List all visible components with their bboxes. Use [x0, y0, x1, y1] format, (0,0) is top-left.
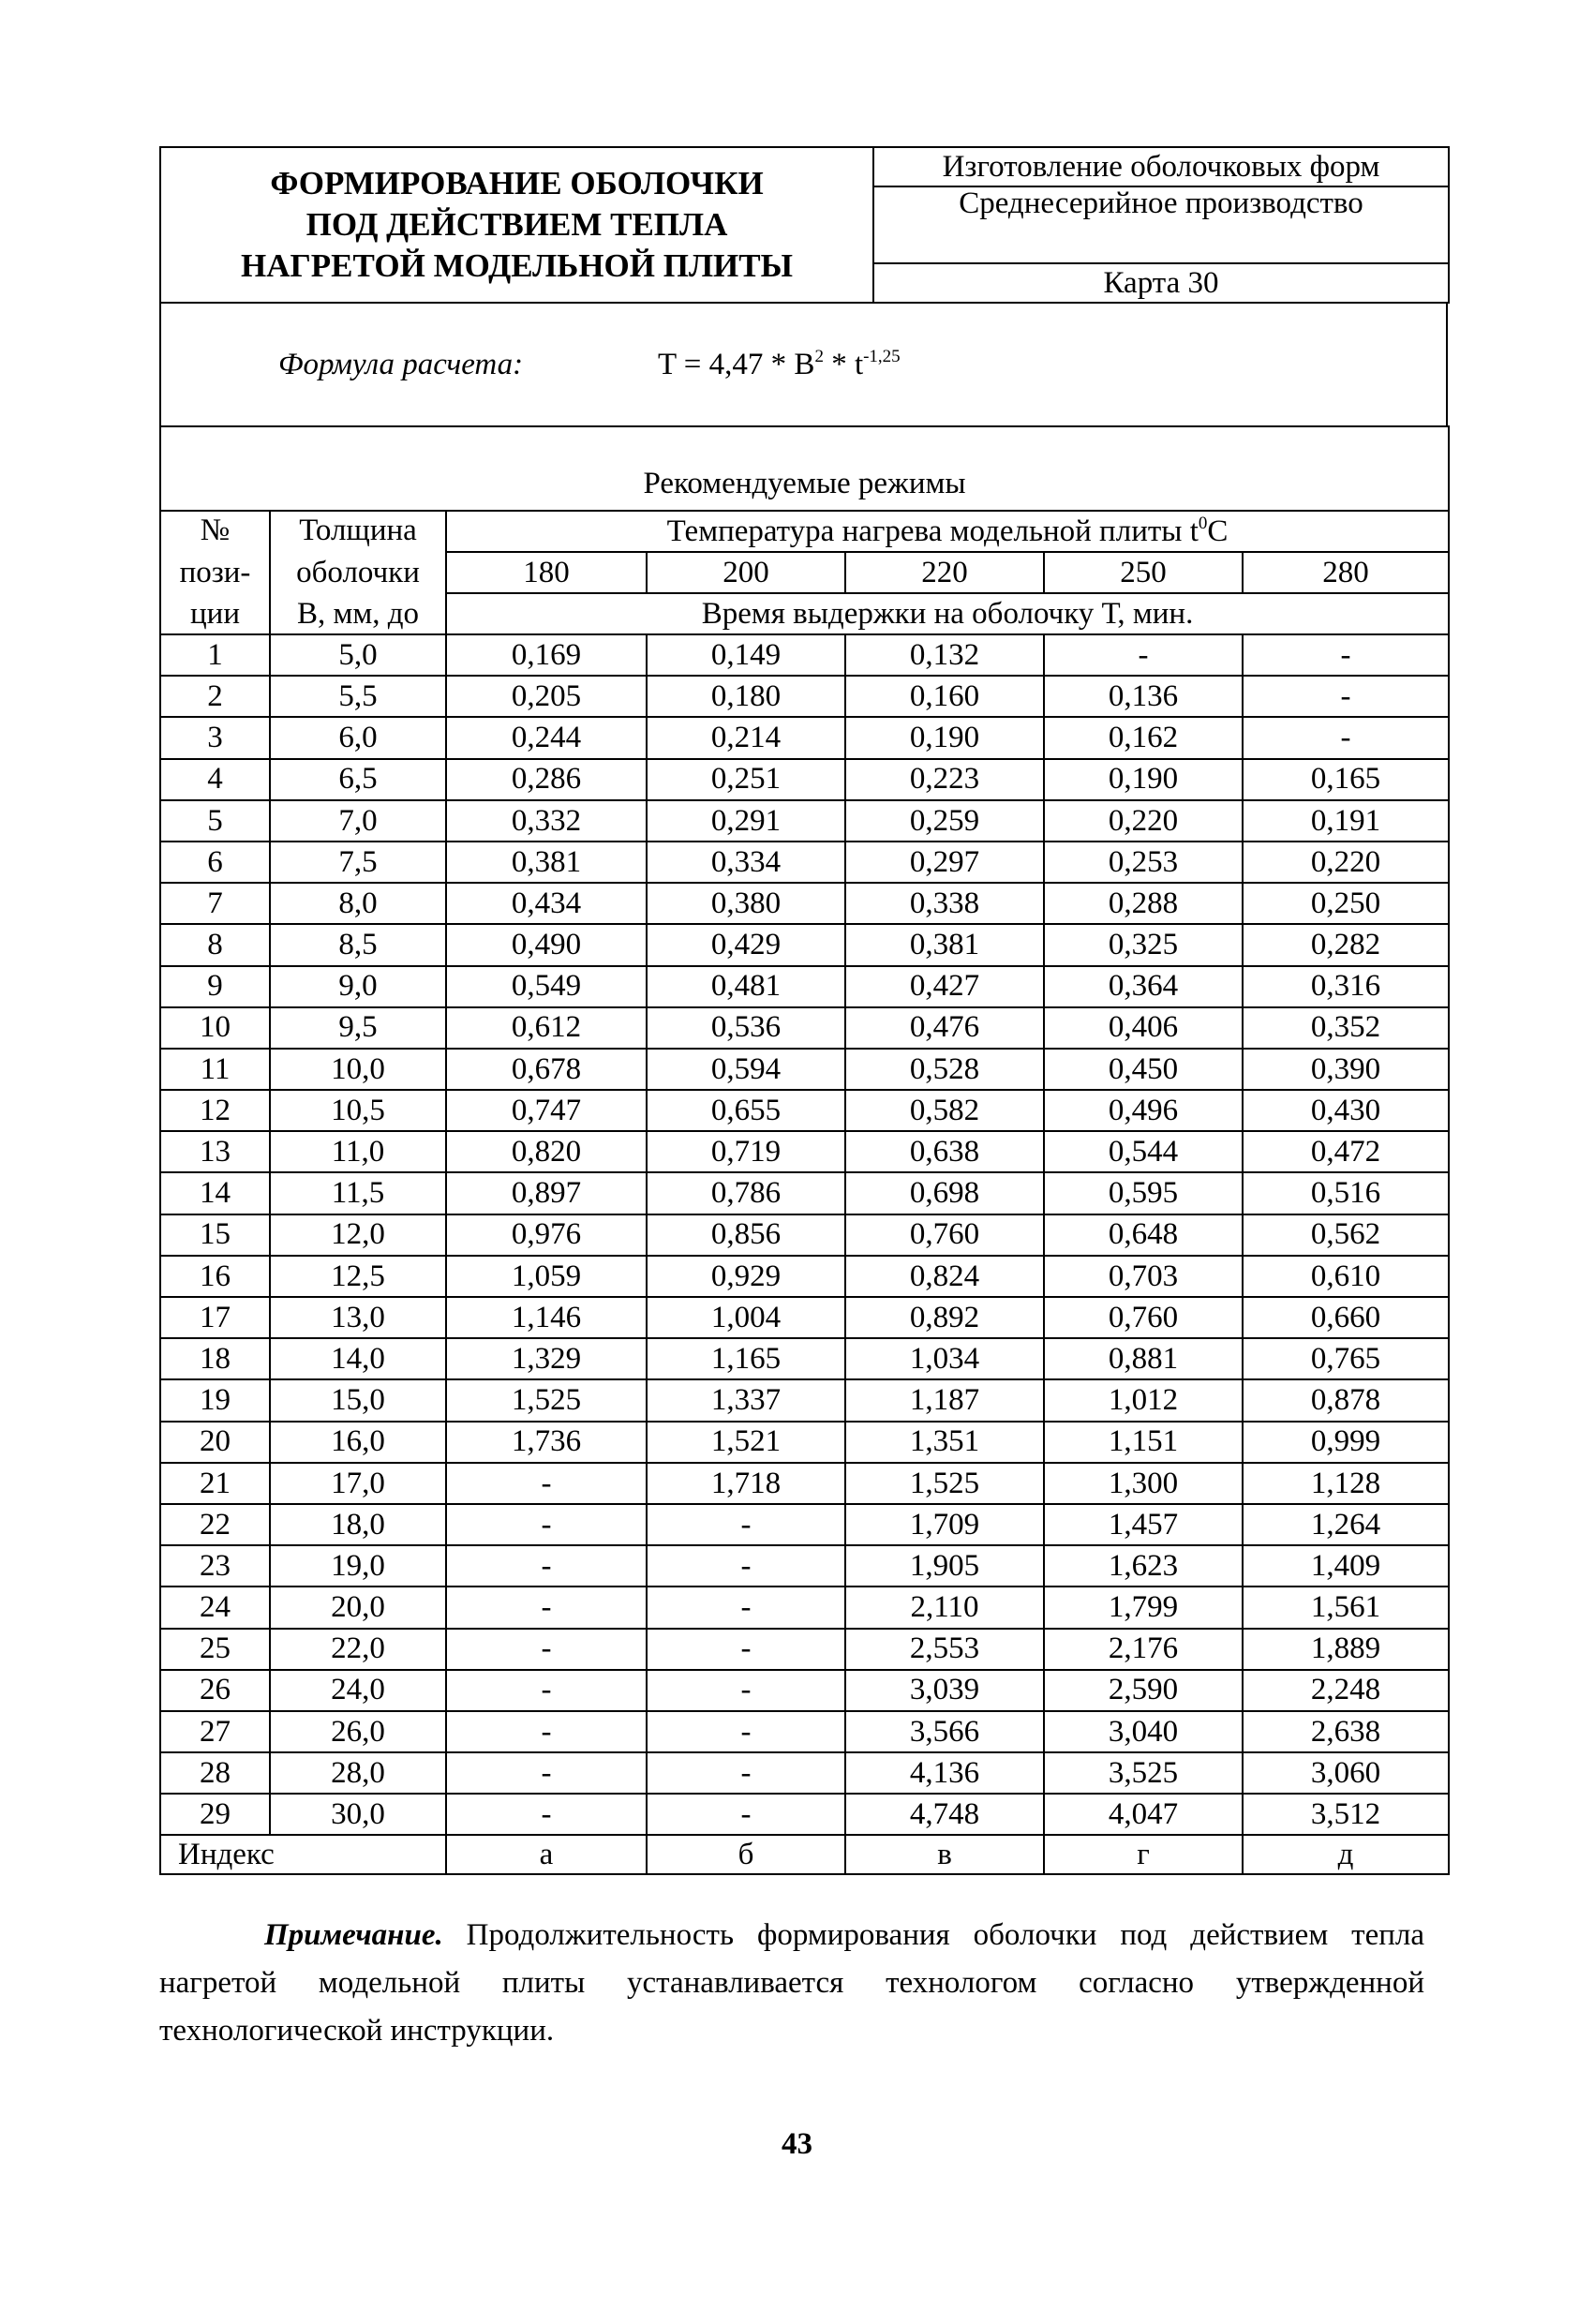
col-thickness-line-1: Толщина	[299, 514, 417, 548]
table-row	[160, 1172, 1449, 1214]
row-time-value: -	[647, 1504, 845, 1545]
table-row	[160, 634, 1449, 676]
row-time-value: 0,765	[1243, 1338, 1449, 1379]
temp-250: 250	[1044, 552, 1243, 593]
table-row	[160, 1256, 1449, 1297]
row-time-value: 1,623	[1044, 1545, 1243, 1587]
row-position: 7	[160, 883, 270, 924]
row-thickness: 10,0	[270, 1049, 446, 1090]
row-time-value: 0,250	[1243, 883, 1449, 924]
row-time-value: 2,553	[845, 1629, 1044, 1670]
table-row	[160, 1504, 1449, 1545]
row-time-value: 0,381	[446, 842, 647, 883]
row-thickness: 6,0	[270, 717, 446, 758]
table-row	[160, 842, 1449, 883]
row-time-value: 0,703	[1044, 1256, 1243, 1297]
formula-exp-t: -1,25	[863, 346, 901, 366]
row-time-value: 0,429	[647, 924, 845, 965]
row-position: 5	[160, 800, 270, 842]
row-time-value: 0,190	[845, 717, 1044, 758]
row-time-value: 0,291	[647, 800, 845, 842]
row-time-value: 0,282	[1243, 924, 1449, 965]
temperature-header	[446, 511, 1449, 552]
row-time-value: 1,128	[1243, 1463, 1449, 1504]
temperature-degree-sup: 0	[1198, 513, 1208, 533]
row-time-value: 0,496	[1044, 1090, 1243, 1131]
row-thickness: 13,0	[270, 1297, 446, 1338]
row-time-value: -	[647, 1711, 845, 1752]
row-thickness: 24,0	[270, 1670, 446, 1711]
row-time-value: 0,719	[647, 1131, 845, 1172]
row-time-value: 0,881	[1044, 1338, 1243, 1379]
temp-220: 220	[845, 552, 1044, 593]
row-time-value: 1,151	[1044, 1422, 1243, 1463]
row-thickness: 20,0	[270, 1587, 446, 1628]
row-position: 20	[160, 1422, 270, 1463]
row-time-value: 1,329	[446, 1338, 647, 1379]
row-position: 2	[160, 676, 270, 717]
col-thickness-line-2: оболочки	[296, 555, 420, 589]
row-time-value: -	[446, 1670, 647, 1711]
row-thickness: 18,0	[270, 1504, 446, 1545]
row-thickness: 28,0	[270, 1752, 446, 1794]
row-position: 21	[160, 1463, 270, 1504]
row-time-value: -	[446, 1587, 647, 1628]
row-time-value: -	[1243, 676, 1449, 717]
index-label: Индекс	[160, 1835, 446, 1874]
row-time-value: 0,162	[1044, 717, 1243, 758]
row-time-value: 0,136	[1044, 676, 1243, 717]
row-time-value: 0,149	[647, 634, 845, 676]
temp-180: 180	[446, 552, 647, 593]
row-time-value: 1,264	[1243, 1504, 1449, 1545]
row-time-value: 0,516	[1243, 1172, 1449, 1214]
row-time-value: 0,434	[446, 883, 647, 924]
row-time-value: 1,736	[446, 1422, 647, 1463]
row-time-value: -	[446, 1463, 647, 1504]
row-time-value: -	[446, 1794, 647, 1835]
index-d: д	[1243, 1835, 1449, 1874]
col-position-line-1: №	[200, 514, 231, 548]
row-time-value: 4,047	[1044, 1794, 1243, 1835]
formula-table	[159, 302, 1448, 427]
col-thickness-line-3: В, мм, до	[296, 597, 420, 632]
row-thickness: 7,0	[270, 800, 446, 842]
row-position: 17	[160, 1297, 270, 1338]
row-position: 11	[160, 1049, 270, 1090]
row-time-value: 0,678	[446, 1049, 647, 1090]
row-time-value: 1,718	[647, 1463, 845, 1504]
time-header: Время выдержки на оболочку Т, мин.	[446, 593, 1449, 634]
row-time-value: 0,648	[1044, 1214, 1243, 1256]
row-time-value: 1,889	[1243, 1629, 1449, 1670]
row-position: 29	[160, 1794, 270, 1835]
row-time-value: 0,244	[446, 717, 647, 758]
row-time-value: 0,180	[647, 676, 845, 717]
category-cell: Изготовление оболочковых форм	[873, 147, 1449, 186]
row-time-value: -	[446, 1711, 647, 1752]
row-time-value: 2,110	[845, 1587, 1044, 1628]
row-time-value: 0,325	[1044, 924, 1243, 965]
row-thickness: 8,5	[270, 924, 446, 965]
table-row	[160, 1297, 1449, 1338]
row-time-value: 4,748	[845, 1794, 1044, 1835]
row-time-value: 1,059	[446, 1256, 647, 1297]
row-time-value: -	[446, 1629, 647, 1670]
row-thickness: 11,5	[270, 1172, 446, 1214]
row-time-value: 0,332	[446, 800, 647, 842]
formula-exp-b: 2	[814, 346, 824, 366]
row-time-value: 0,406	[1044, 1007, 1243, 1049]
row-position: 24	[160, 1587, 270, 1628]
note-lead: Примечание.	[264, 1918, 443, 1952]
header-table	[159, 146, 1450, 304]
row-time-value: 4,136	[845, 1752, 1044, 1794]
row-time-value: 0,160	[845, 676, 1044, 717]
row-position: 3	[160, 717, 270, 758]
row-time-value: 0,638	[845, 1131, 1044, 1172]
row-time-value: 0,190	[1044, 759, 1243, 800]
col-thickness-header	[270, 511, 446, 634]
index-a: а	[446, 1835, 647, 1874]
row-time-value: 0,594	[647, 1049, 845, 1090]
temperature-header-text: Температура нагрева модельной плиты t	[666, 514, 1199, 548]
row-time-value: 0,220	[1044, 800, 1243, 842]
row-thickness: 9,0	[270, 966, 446, 1007]
row-position: 6	[160, 842, 270, 883]
row-time-value: 1,521	[647, 1422, 845, 1463]
row-time-value: 0,786	[647, 1172, 845, 1214]
row-position: 13	[160, 1131, 270, 1172]
row-time-value: 2,638	[1243, 1711, 1449, 1752]
row-time-value: 0,223	[845, 759, 1044, 800]
row-time-value: 0,595	[1044, 1172, 1243, 1214]
row-position: 4	[160, 759, 270, 800]
row-time-value: 0,472	[1243, 1131, 1449, 1172]
table-row	[160, 1670, 1449, 1711]
table-row	[160, 883, 1449, 924]
row-time-value: 0,450	[1044, 1049, 1243, 1090]
row-time-value: 0,481	[647, 966, 845, 1007]
row-time-value: 0,976	[446, 1214, 647, 1256]
formula-expression	[658, 346, 901, 381]
row-time-value: 0,562	[1243, 1214, 1449, 1256]
row-time-value: 0,528	[845, 1049, 1044, 1090]
row-thickness: 5,0	[270, 634, 446, 676]
table-row	[160, 1794, 1449, 1835]
row-time-value: -	[446, 1545, 647, 1587]
note-text: Продолжительность формирования оболочки под действием тепла нагретой модельной плиты устанавливается технологом согласно утвержденной технологической инструкции.	[159, 1918, 1424, 2048]
row-thickness: 11,0	[270, 1131, 446, 1172]
temp-280: 280	[1243, 552, 1449, 593]
table-row	[160, 1463, 1449, 1504]
row-position: 8	[160, 924, 270, 965]
row-time-value: 0,820	[446, 1131, 647, 1172]
row-time-value: 0,897	[446, 1172, 647, 1214]
row-time-value: 0,612	[446, 1007, 647, 1049]
table-row	[160, 966, 1449, 1007]
row-position: 28	[160, 1752, 270, 1794]
row-time-value: 0,253	[1044, 842, 1243, 883]
row-position: 15	[160, 1214, 270, 1256]
row-time-value: 1,409	[1243, 1545, 1449, 1587]
row-time-value: 1,561	[1243, 1587, 1449, 1628]
process-card	[159, 146, 1448, 1875]
row-thickness: 26,0	[270, 1711, 446, 1752]
row-time-value: 1,034	[845, 1338, 1044, 1379]
row-position: 10	[160, 1007, 270, 1049]
row-time-value: 0,747	[446, 1090, 647, 1131]
col-position-header	[160, 511, 270, 634]
row-time-value: -	[446, 1504, 647, 1545]
col-position-line-3: ции	[190, 597, 240, 632]
row-time-value: -	[647, 1545, 845, 1587]
row-time-value: 0,352	[1243, 1007, 1449, 1049]
row-time-value: 0,549	[446, 966, 647, 1007]
row-time-value: 0,334	[647, 842, 845, 883]
row-position: 26	[160, 1670, 270, 1711]
row-time-value: 0,698	[845, 1172, 1044, 1214]
row-time-value: -	[1243, 717, 1449, 758]
row-time-value: 3,512	[1243, 1794, 1449, 1835]
row-time-value: 0,760	[845, 1214, 1044, 1256]
row-position: 23	[160, 1545, 270, 1587]
row-time-value: 0,999	[1243, 1422, 1449, 1463]
row-position: 14	[160, 1172, 270, 1214]
row-time-value: 1,004	[647, 1297, 845, 1338]
modes-table	[159, 425, 1450, 1875]
row-position: 18	[160, 1338, 270, 1379]
row-time-value: 0,390	[1243, 1049, 1449, 1090]
row-time-value: 1,337	[647, 1379, 845, 1421]
row-time-value: -	[647, 1794, 845, 1835]
row-time-value: 1,525	[446, 1379, 647, 1421]
production-cell: Среднесерийное производство	[873, 186, 1449, 263]
row-time-value: 0,660	[1243, 1297, 1449, 1338]
row-time-value: 3,040	[1044, 1711, 1243, 1752]
title-line-2: ПОД ДЕЙСТВИЕМ ТЕПЛА	[305, 206, 728, 244]
row-position: 25	[160, 1629, 270, 1670]
row-time-value: 1,300	[1044, 1463, 1243, 1504]
row-position: 12	[160, 1090, 270, 1131]
recommended-modes-title: Рекомендуемые режимы	[160, 426, 1449, 511]
row-time-value: 1,799	[1044, 1587, 1243, 1628]
row-time-value: 0,892	[845, 1297, 1044, 1338]
row-time-value: 0,191	[1243, 800, 1449, 842]
row-time-value: -	[647, 1629, 845, 1670]
row-time-value: 3,060	[1243, 1752, 1449, 1794]
row-position: 9	[160, 966, 270, 1007]
row-thickness: 15,0	[270, 1379, 446, 1421]
row-thickness: 16,0	[270, 1422, 446, 1463]
formula-cell	[160, 303, 1447, 426]
row-thickness: 8,0	[270, 883, 446, 924]
row-thickness: 5,5	[270, 676, 446, 717]
row-time-value: 0,430	[1243, 1090, 1449, 1131]
col-position-line-2: пози-	[179, 555, 251, 589]
row-thickness: 17,0	[270, 1463, 446, 1504]
row-time-value: 0,286	[446, 759, 647, 800]
row-time-value: 0,205	[446, 676, 647, 717]
row-thickness: 6,5	[270, 759, 446, 800]
row-time-value: 0,251	[647, 759, 845, 800]
row-time-value: 2,590	[1044, 1670, 1243, 1711]
row-time-value: 3,039	[845, 1670, 1044, 1711]
index-g: г	[1044, 1835, 1243, 1874]
row-time-value: 0,169	[446, 634, 647, 676]
row-time-value: 3,525	[1044, 1752, 1243, 1794]
table-row	[160, 676, 1449, 717]
row-position: 27	[160, 1711, 270, 1752]
index-v: в	[845, 1835, 1044, 1874]
row-time-value: 0,132	[845, 634, 1044, 676]
row-position: 19	[160, 1379, 270, 1421]
row-time-value: 0,214	[647, 717, 845, 758]
table-row	[160, 1587, 1449, 1628]
table-row	[160, 759, 1449, 800]
row-thickness: 30,0	[270, 1794, 446, 1835]
row-time-value: 3,566	[845, 1711, 1044, 1752]
table-row	[160, 1131, 1449, 1172]
row-time-value: 1,146	[446, 1297, 647, 1338]
row-thickness: 12,0	[270, 1214, 446, 1256]
table-row	[160, 1711, 1449, 1752]
table-row	[160, 800, 1449, 842]
row-time-value: 0,490	[446, 924, 647, 965]
title-line-3: НАГРЕТОЙ МОДЕЛЬНОЙ ПЛИТЫ	[241, 246, 793, 284]
temperature-unit: С	[1207, 514, 1229, 548]
table-row	[160, 1752, 1449, 1794]
formula-base: T = 4,47 * B	[658, 347, 815, 381]
row-time-value: 1,165	[647, 1338, 845, 1379]
row-time-value: 0,380	[647, 883, 845, 924]
row-time-value: 2,176	[1044, 1629, 1243, 1670]
table-row	[160, 1629, 1449, 1670]
row-time-value: 2,248	[1243, 1670, 1449, 1711]
table-row	[160, 717, 1449, 758]
row-time-value: 0,288	[1044, 883, 1243, 924]
row-thickness: 22,0	[270, 1629, 446, 1670]
page-number: 43	[782, 2127, 812, 2161]
note	[159, 1912, 1424, 2055]
row-time-value: 1,525	[845, 1463, 1044, 1504]
row-time-value: -	[647, 1670, 845, 1711]
row-time-value: 1,012	[1044, 1379, 1243, 1421]
table-row	[160, 1214, 1449, 1256]
row-time-value: 0,165	[1243, 759, 1449, 800]
row-time-value: 0,364	[1044, 966, 1243, 1007]
table-row	[160, 1545, 1449, 1587]
row-time-value: 0,316	[1243, 966, 1449, 1007]
table-row	[160, 1049, 1449, 1090]
row-thickness: 7,5	[270, 842, 446, 883]
row-time-value: -	[1044, 634, 1243, 676]
row-time-value: 0,536	[647, 1007, 845, 1049]
data-rows	[160, 634, 1449, 1835]
row-position: 22	[160, 1504, 270, 1545]
row-time-value: 0,856	[647, 1214, 845, 1256]
row-time-value: -	[647, 1587, 845, 1628]
row-time-value: 0,655	[647, 1090, 845, 1131]
row-thickness: 19,0	[270, 1545, 446, 1587]
formula-mid: * t	[823, 347, 864, 381]
row-time-value: 1,905	[845, 1545, 1044, 1587]
card-title	[160, 147, 873, 303]
row-thickness: 12,5	[270, 1256, 446, 1297]
row-time-value: 0,338	[845, 883, 1044, 924]
table-row	[160, 1422, 1449, 1463]
row-thickness: 10,5	[270, 1090, 446, 1131]
row-time-value: -	[1243, 634, 1449, 676]
row-time-value: 0,760	[1044, 1297, 1243, 1338]
row-position: 1	[160, 634, 270, 676]
row-time-value: 1,351	[845, 1422, 1044, 1463]
row-time-value: -	[647, 1752, 845, 1794]
row-time-value: 1,457	[1044, 1504, 1243, 1545]
row-time-value: 0,582	[845, 1090, 1044, 1131]
table-row	[160, 1090, 1449, 1131]
row-thickness: 9,5	[270, 1007, 446, 1049]
row-time-value: 0,929	[647, 1256, 845, 1297]
row-time-value: 0,824	[845, 1256, 1044, 1297]
formula-label: Формула расчета:	[278, 347, 524, 381]
row-time-value: 0,878	[1243, 1379, 1449, 1421]
row-time-value: 0,297	[845, 842, 1044, 883]
row-position: 16	[160, 1256, 270, 1297]
row-time-value: 1,187	[845, 1379, 1044, 1421]
row-time-value: 0,610	[1243, 1256, 1449, 1297]
title-line-1: ФОРМИРОВАНИЕ ОБОЛОЧКИ	[270, 165, 764, 202]
row-time-value: -	[446, 1752, 647, 1794]
temp-200: 200	[647, 552, 845, 593]
row-time-value: 0,220	[1243, 842, 1449, 883]
row-time-value: 0,259	[845, 800, 1044, 842]
row-time-value: 0,476	[845, 1007, 1044, 1049]
table-row	[160, 1338, 1449, 1379]
row-time-value: 0,544	[1044, 1131, 1243, 1172]
row-time-value: 0,381	[845, 924, 1044, 965]
table-row	[160, 924, 1449, 965]
card-number: Карта 30	[873, 263, 1449, 303]
table-row	[160, 1379, 1449, 1421]
row-time-value: 1,709	[845, 1504, 1044, 1545]
index-b: б	[647, 1835, 845, 1874]
row-thickness: 14,0	[270, 1338, 446, 1379]
row-time-value: 0,427	[845, 966, 1044, 1007]
table-row	[160, 1007, 1449, 1049]
